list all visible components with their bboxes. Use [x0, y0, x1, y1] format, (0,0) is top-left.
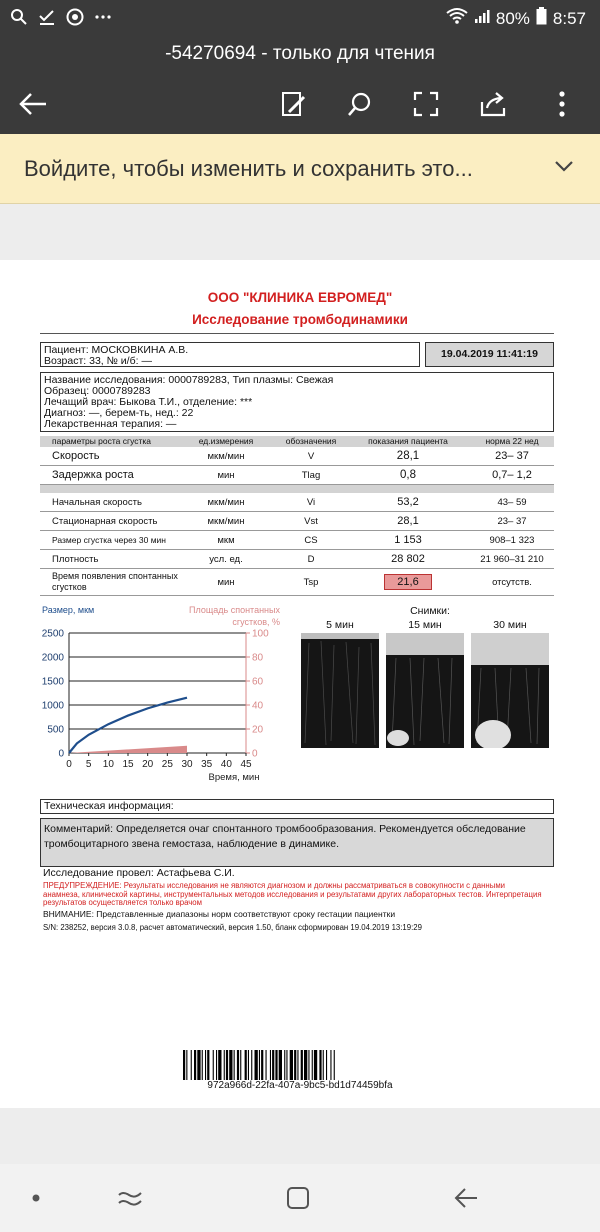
barcode-bar [224, 1050, 225, 1080]
barcode-bar [191, 1050, 192, 1080]
chrome-icon [66, 8, 84, 31]
y2-tick-label: 40 [252, 700, 264, 712]
report-title: Исследование тромбодинамики [192, 312, 408, 327]
barcode-bar [334, 1050, 335, 1080]
x-tick-label: 25 [161, 759, 173, 770]
back-nav-button[interactable] [446, 1182, 486, 1214]
table-row [40, 447, 554, 466]
param-norm: отсутств. [492, 577, 532, 588]
barcode-bar [183, 1050, 185, 1080]
navigation-bar [0, 1164, 600, 1232]
share-icon [479, 90, 507, 118]
y-tick-label: 0 [58, 748, 64, 760]
snapshot-image-30min[interactable] [471, 633, 549, 748]
y2-tick-label: 80 [252, 652, 264, 664]
barcode-bar [216, 1050, 217, 1080]
battery-level: 80% [495, 8, 530, 28]
barcode-bar [248, 1050, 249, 1080]
spontaneous-area-series [69, 746, 187, 753]
report-datetime: 19.04.2019 11:41:19 [425, 342, 554, 367]
signal-icon [474, 8, 490, 29]
param-unit: мкм [217, 535, 235, 546]
edit-button[interactable] [276, 86, 312, 122]
back-icon [453, 1186, 479, 1210]
barcode-text: 972a966d-22fa-407a-9bc5-bd1d74459bfa [207, 1080, 393, 1091]
barcode-bar [207, 1050, 209, 1080]
document-title: -54270694 - только для чтения [165, 43, 435, 64]
param-name: Плотность [52, 554, 99, 565]
barcode-bar [251, 1050, 252, 1080]
share-button[interactable] [475, 86, 511, 122]
sign-in-banner[interactable] [0, 134, 600, 204]
x-axis-label: Время, мин [208, 772, 260, 783]
barcode-bar [301, 1050, 303, 1080]
barcode-bar [186, 1050, 187, 1080]
column-header: норма 22 нед [485, 436, 539, 446]
y2-axis-label-line: Площадь спонтанных [189, 605, 280, 615]
barcode-bar [229, 1050, 232, 1080]
table-row [40, 531, 554, 550]
barcode-bar [194, 1050, 196, 1080]
y-tick-label: 2000 [41, 652, 64, 664]
parameters-table [40, 436, 554, 596]
barcode-bar [234, 1050, 235, 1080]
column-header: показания пациента [368, 436, 448, 446]
param-norm: 23– 37 [497, 516, 527, 527]
param-norm: 23– 37 [495, 450, 529, 462]
param-value: 28,1 [397, 515, 419, 527]
barcode-bar [314, 1050, 317, 1080]
search-button[interactable] [342, 86, 378, 122]
search-icon [10, 8, 28, 31]
comment: Комментарий: Определяется очаг спонтанного тромбообразования. Рекомендуется обследование тромбоцитарного звена гемостаза, наблюдение в динамике. [40, 818, 554, 867]
param-name: Стационарная скорость [52, 516, 158, 527]
barcode-bar [226, 1050, 228, 1080]
barcode-bar [266, 1050, 267, 1080]
x-tick-label: 10 [102, 759, 114, 770]
x-tick-label: 30 [181, 759, 193, 770]
app-bar [0, 36, 600, 134]
x-tick-label: 40 [220, 759, 232, 770]
arrow-left-icon [18, 92, 48, 116]
dot-indicator-icon [16, 1182, 56, 1214]
barcode-bar [279, 1050, 282, 1080]
table-header [40, 436, 554, 447]
study-line: Лечащий врач: Быкова Т.И., отделение: *** [44, 396, 253, 408]
param-symbol: Vst [304, 516, 318, 527]
patient-info [40, 342, 420, 367]
chart-grid [69, 633, 246, 729]
clot-size-series [69, 698, 187, 753]
study-line: Диагноз: —, берем-ть, нед.: 22 [44, 407, 194, 419]
barcode-bar [202, 1050, 203, 1080]
barcode-bar [240, 1050, 241, 1080]
table-separator [40, 485, 554, 493]
battery-icon [536, 7, 547, 30]
param-value: 53,2 [397, 496, 419, 508]
barcode-bar [284, 1050, 285, 1080]
param-symbol: V [307, 451, 315, 462]
param-unit: мин [217, 577, 235, 588]
technical-info: Техническая информация: [40, 799, 554, 814]
abnormal-value: 21,6 [384, 574, 431, 590]
param-norm: 908–1 323 [489, 535, 535, 546]
column-header: параметры роста сгустка [52, 436, 152, 446]
param-symbol: D [307, 554, 315, 565]
barcode-bar [205, 1050, 206, 1080]
barcode-bar [312, 1050, 313, 1080]
chart-labels [42, 605, 281, 783]
barcode-bar [272, 1050, 274, 1080]
more-vert-icon [557, 90, 567, 118]
table-row [40, 493, 554, 512]
more-options-button[interactable] [544, 86, 580, 122]
param-value: 28 802 [391, 553, 425, 565]
param-symbol: Tlag [301, 470, 321, 481]
x-tick-label: 45 [240, 759, 252, 770]
y-axis-label: Размер, мкм [42, 605, 95, 615]
table-row [40, 569, 554, 596]
x-tick-label: 20 [142, 759, 154, 770]
serial-info: S/N: 238252, версия 3.0.8, расчет автоматический, версия 1.50, бланк сформирован 19.04.2019 13:19:29 [43, 923, 422, 932]
expand-icon [412, 90, 440, 118]
home-icon [285, 1185, 311, 1211]
param-name: Задержка роста [52, 469, 134, 481]
barcode-bar [308, 1050, 309, 1080]
conducted-by: Исследование провел: Астафьева С.И. [43, 867, 235, 879]
table-row [40, 466, 554, 485]
param-norm: 21 960–31 210 [480, 554, 544, 565]
x-tick-label: 35 [201, 759, 213, 770]
barcode-bar [255, 1050, 258, 1080]
snapshot-label: 15 мин [408, 619, 442, 631]
param-unit: мин [217, 470, 235, 481]
y2-axis-label-line: сгустков, % [232, 617, 280, 627]
back-button[interactable] [15, 86, 51, 122]
barcode-bar [261, 1050, 263, 1080]
barcode-bar [270, 1050, 271, 1080]
study-line: Название исследования: 0000789283, Тип плазмы: Свежая [44, 374, 334, 386]
divider [40, 333, 554, 334]
growth-chart [36, 602, 286, 787]
x-tick-label: 5 [85, 759, 92, 770]
study-line: Образец: 0000789283 [44, 385, 151, 397]
search-icon [346, 90, 374, 118]
check-download-icon [38, 8, 56, 31]
barcode-bar [326, 1050, 327, 1080]
y-tick-label: 2500 [41, 628, 64, 640]
barcode-bar [213, 1050, 214, 1080]
barcode-bar [297, 1050, 298, 1080]
param-value: 28,1 [396, 450, 420, 462]
param-unit: мкм/мин [207, 497, 245, 508]
barcode-bar [290, 1050, 293, 1080]
table-row [40, 512, 554, 531]
param-name: Размер сгустка через 30 мин [52, 535, 167, 545]
clock: 8:57 [552, 8, 586, 28]
barcode-bar [286, 1050, 287, 1080]
x-tick-label: 15 [122, 759, 134, 770]
y2-tick-label: 20 [252, 724, 264, 736]
x-tick-label: 0 [66, 759, 72, 770]
barcode-bar [218, 1050, 221, 1080]
param-value: 0,8 [400, 469, 416, 481]
y2-tick-label: 60 [252, 676, 264, 688]
param-name: Начальная скорость [52, 497, 142, 508]
table-row [40, 550, 554, 569]
chart-axes [69, 633, 250, 756]
barcode-bar [330, 1050, 331, 1080]
barcode-bar [245, 1050, 247, 1080]
study-info [40, 372, 554, 432]
snapshot-label: 5 мин [326, 619, 354, 631]
param-norm: 0,7– 1,2 [492, 469, 532, 481]
snapshot-label: 30 мин [493, 619, 527, 631]
snapshot-image-15min[interactable] [386, 633, 464, 748]
barcode-bar [197, 1050, 200, 1080]
study-line: Лекарственная терапия: — [44, 418, 177, 430]
param-value-highlighted [358, 569, 458, 596]
patient-name: Пациент: МОСКОВКИНА А.В. [44, 344, 189, 356]
param-name [52, 571, 192, 598]
barcode-bar [237, 1050, 239, 1080]
status-bar [0, 0, 600, 36]
param-unit: мкм/мин [207, 516, 245, 527]
y-tick-label: 1000 [41, 700, 64, 712]
fullscreen-button[interactable] [408, 86, 444, 122]
chevron-down-icon[interactable] [554, 159, 574, 178]
barcode-bar [319, 1050, 321, 1080]
warning-text: ПРЕДУПРЕЖДЕНИЕ: Результаты исследования не являются диагнозом и должны рассматриваться в совокупности с данными анамнеза, клинической картины, инструментальных методов исследования и результатами других лабораторных тестов. Интерпретация результатов осуществляется только врачом [43, 881, 542, 907]
recent-apps-button[interactable] [110, 1182, 150, 1214]
chart-series [69, 698, 187, 753]
patient-age: Возраст: 33, № и/б: — [44, 355, 152, 367]
param-symbol: Tsp [303, 577, 319, 588]
y2-tick-label: 100 [252, 628, 269, 640]
y-tick-label: 1500 [41, 676, 64, 688]
param-symbol: CS [304, 535, 318, 546]
param-name-line: Время появления спонтанных [52, 571, 178, 581]
barcode-bar [294, 1050, 296, 1080]
param-name-line: сгустков [52, 582, 87, 592]
banner-message: Войдите, чтобы изменить и сохранить это... [24, 156, 473, 181]
barcode-bar [304, 1050, 307, 1080]
barcode-bar [323, 1050, 324, 1080]
param-symbol: Vi [306, 497, 316, 508]
column-header: обозначения [285, 436, 337, 446]
attention-text: ВНИМАНИЕ: Представленные диапазоны норм соответствуют сроку гестации пациентки [43, 909, 396, 919]
y2-tick-label: 0 [252, 748, 258, 760]
more-notifications-icon [94, 8, 112, 31]
edit-document-icon [280, 90, 308, 118]
param-unit: усл. ед. [209, 554, 243, 565]
y-tick-label: 500 [47, 724, 64, 736]
recent-apps-icon [117, 1187, 143, 1209]
organization-name: ООО "КЛИНИКА ЕВРОМЕД" [207, 290, 393, 305]
barcode-bar [259, 1050, 260, 1080]
param-name: Скорость [52, 450, 100, 462]
barcode-bar [275, 1050, 277, 1080]
snapshots-title: Снимки: [410, 605, 450, 617]
param-unit: мкм/мин [207, 451, 245, 462]
param-norm: 43– 59 [497, 497, 527, 508]
document-page[interactable] [0, 260, 600, 1108]
param-value: 1 153 [394, 534, 422, 546]
barcode [183, 1050, 417, 1080]
column-header: ед.измерения [198, 436, 254, 446]
snapshot-image-5min[interactable] [301, 633, 379, 748]
home-button[interactable] [278, 1182, 318, 1214]
wifi-icon [446, 7, 468, 30]
